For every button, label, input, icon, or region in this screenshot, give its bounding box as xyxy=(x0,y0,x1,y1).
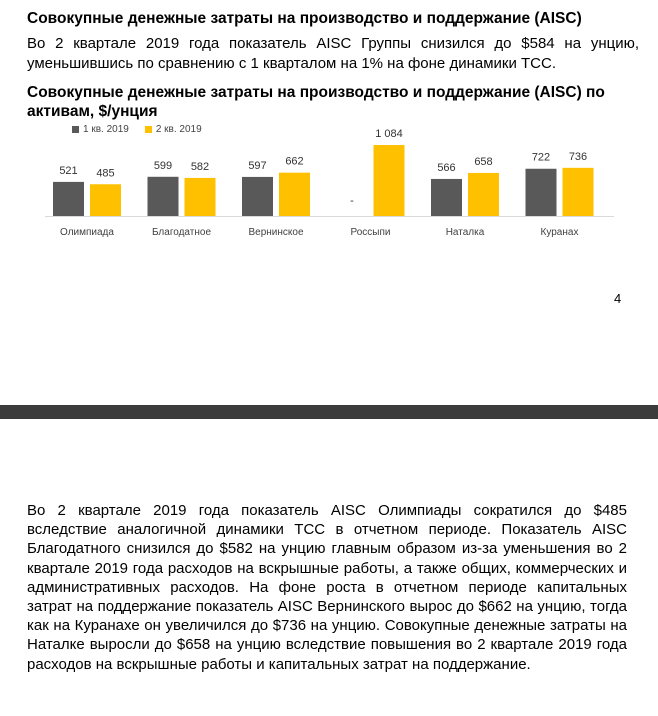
aisc-bar-chart xyxy=(0,0,658,260)
body-paragraph: Во 2 квартале 2019 года показатель AISC Олимпиады сократился до $485 вследствие аналогичной динамики ТСС в отчетном периоде. Показатель AISC Благодатного снизился до $582 на унцию главным образом из-за уменьшения во 2 квартале 2019 года расходов на вскрышные работы, а также общих, коммерческих и административных расходов. На фоне роста в отчетном периоде капитальных затрат на поддержание показатель AISC Вернинского вырос до $662 на унцию, тогда как на Куранахе он увеличился до $736 на унцию. Совокупные денежные затраты на Наталке выросли до $658 на унцию вследствие повышения во 2 квартале 2019 года расходов на вскрышные работы и капитальных затрат на поддержание. xyxy=(27,502,627,673)
bar-q2 xyxy=(468,173,499,216)
data-label: 521 xyxy=(59,164,78,177)
report-page-bottom xyxy=(0,419,658,716)
bar-q1 xyxy=(53,182,84,216)
intro-paragraph: Во 2 квартале 2019 года показатель AISC Группы снизился до $584 на унцию, уменьшившись по сравнению с 1 кварталом на 1% на фоне динамики TCC. xyxy=(27,35,639,72)
data-label: 597 xyxy=(248,159,267,172)
bar-q2 xyxy=(279,173,310,216)
bar-q2 xyxy=(90,184,121,216)
data-label: 722 xyxy=(531,151,551,164)
category-label: Вернинское xyxy=(248,227,304,238)
bar-q1 xyxy=(148,177,179,216)
bar-q1 xyxy=(431,179,462,216)
data-label: 582 xyxy=(190,160,210,173)
category-label: Россыпи xyxy=(350,227,391,238)
category-label: Наталка xyxy=(445,227,485,238)
bar-q2 xyxy=(563,168,594,216)
legend-label-q2: 2 кв. 2019 xyxy=(155,124,202,135)
data-label: 1 084 xyxy=(375,128,403,141)
bar-q2 xyxy=(374,145,405,216)
page-number: 4 xyxy=(614,291,622,306)
page-divider xyxy=(0,405,658,419)
category-label: Олимпиада xyxy=(60,227,114,238)
bar-q1 xyxy=(526,169,557,216)
chart-title: Совокупные денежные затраты на производство и поддержание (AISC) по активам, $/унция xyxy=(27,84,605,120)
data-label: 736 xyxy=(568,150,588,163)
section-heading: Совокупные денежные затраты на производство и поддержание (AISC) xyxy=(27,10,582,27)
category-label: Куранах xyxy=(540,227,579,238)
data-label: 599 xyxy=(153,159,173,172)
data-label: 662 xyxy=(285,155,304,168)
legend-label-q1: 1 кв. 2019 xyxy=(83,124,129,135)
category-label: Благодатное xyxy=(151,227,212,238)
bar-q2 xyxy=(185,178,216,216)
data-label: 658 xyxy=(474,155,493,168)
data-label: - xyxy=(350,195,354,207)
data-label: 566 xyxy=(437,161,456,174)
data-label: 485 xyxy=(96,167,115,180)
bar-q1 xyxy=(242,177,273,216)
